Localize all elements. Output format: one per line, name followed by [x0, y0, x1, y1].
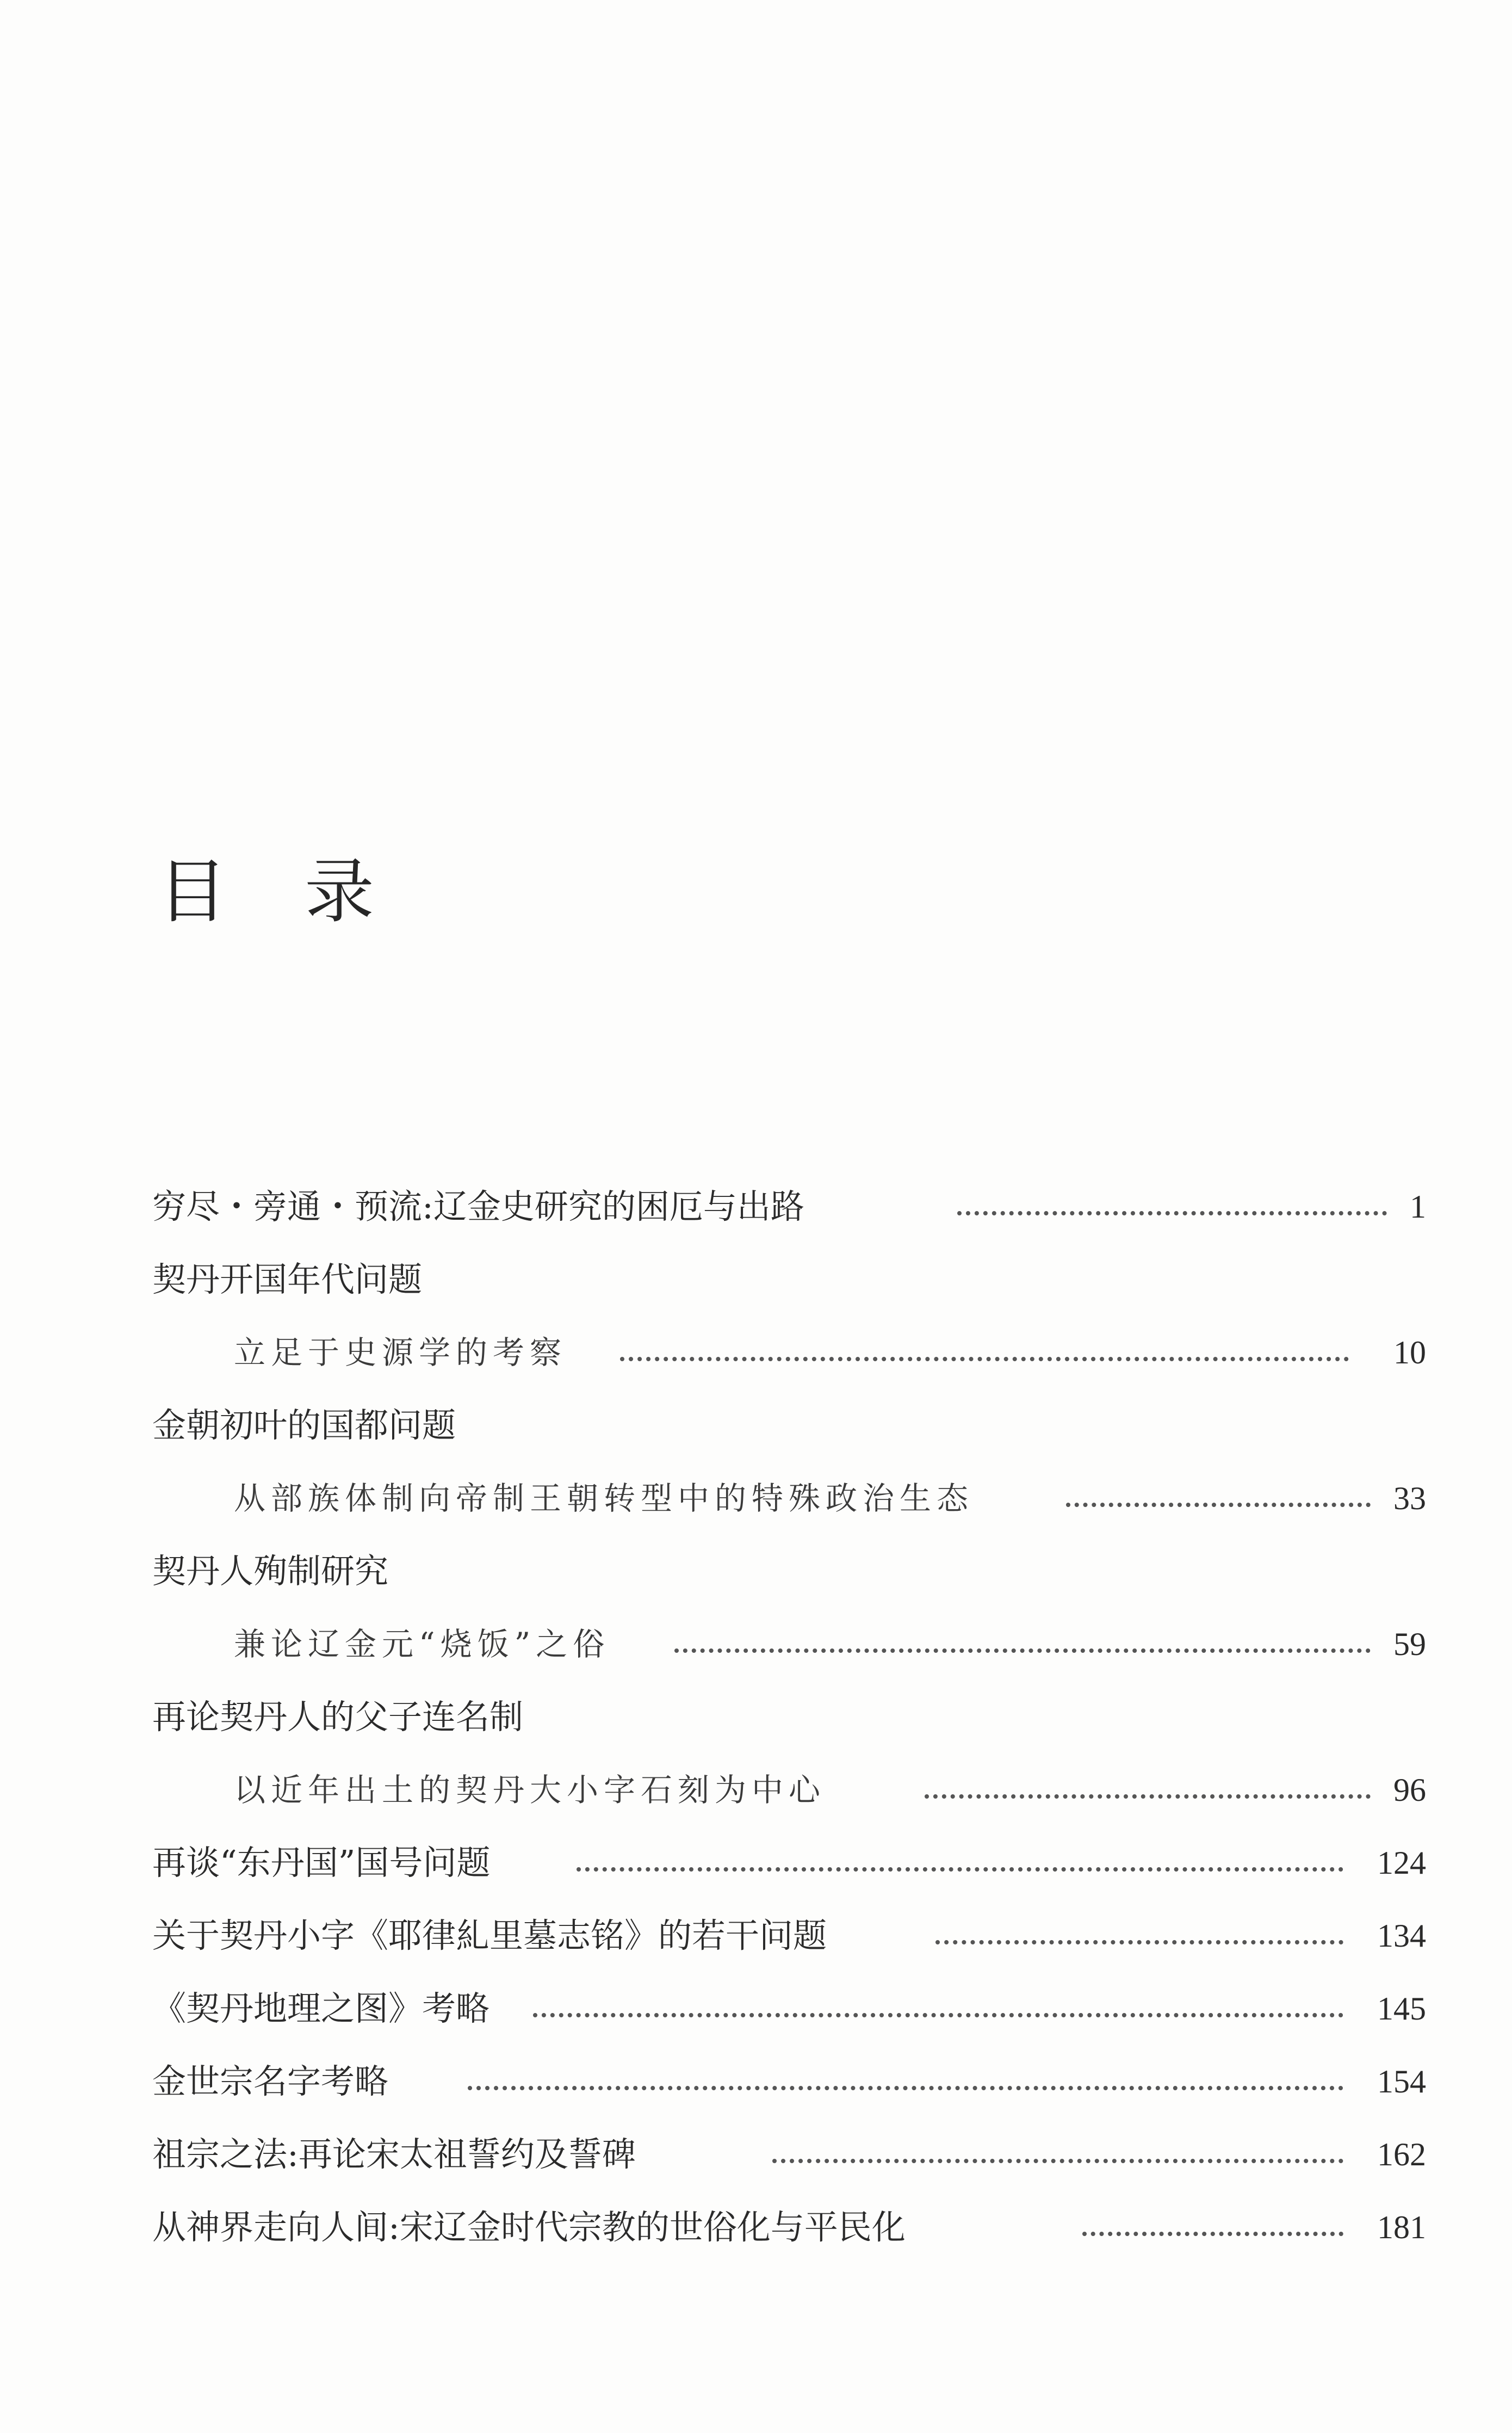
toc-entry[interactable] — [0, 1544, 1512, 1598]
toc-entry-title: 以近年出土的契丹大小字石刻为中心 — [234, 1771, 826, 1808]
toc-entry[interactable] — [0, 2127, 1512, 2182]
dot-leader — [533, 2013, 1343, 2017]
toc-entry-title: 《契丹地理之图》考略 — [152, 1989, 490, 2028]
toc-entry-page: 1 — [1410, 1189, 1426, 1225]
toc-entry[interactable] — [0, 2054, 1512, 2109]
toc-entry-title: 从部族体制向帝制王朝转型中的特殊政治生态 — [234, 1480, 974, 1517]
dot-leader — [577, 1867, 1343, 1872]
dot-leader — [620, 1357, 1349, 1361]
toc-entry-title: 金朝初叶的国都问题 — [152, 1405, 456, 1445]
page-title-char-2: 录 — [305, 851, 375, 933]
toc-entry-title: 兼论辽金元“烧饭”之俗 — [234, 1626, 610, 1663]
dot-leader — [674, 1648, 1371, 1653]
toc-entry-page: 10 — [1393, 1335, 1426, 1370]
toc-entry-page: 154 — [1377, 2064, 1426, 2099]
toc-entry-page: 33 — [1393, 1480, 1426, 1516]
toc-entry[interactable] — [0, 1398, 1512, 1453]
dot-leader — [772, 2159, 1343, 2163]
toc-entry-page: 124 — [1377, 1845, 1426, 1881]
dot-leader — [468, 2086, 1343, 2090]
toc-entry-page: 59 — [1393, 1626, 1426, 1662]
toc-entry-title: 契丹开国年代问题 — [152, 1259, 423, 1299]
toc-entry-subtitle[interactable] — [0, 1617, 1512, 1671]
toc-entry[interactable] — [0, 2200, 1512, 2255]
toc-entry-page: 181 — [1377, 2209, 1426, 2245]
page-title-char-1: 目 — [158, 851, 228, 933]
toc-entry[interactable] — [0, 1252, 1512, 1307]
toc-entry-title: 祖宗之法:再论宋太祖誓约及誓碑 — [152, 2134, 636, 2174]
dot-leader — [925, 1794, 1371, 1799]
toc-entry-title: 金世宗名字考略 — [152, 2061, 389, 2101]
toc-entry-page: 134 — [1377, 1918, 1426, 1954]
dot-leader — [957, 1211, 1387, 1215]
toc-entry-subtitle[interactable] — [0, 1471, 1512, 1526]
dot-leader — [935, 1940, 1343, 1944]
toc-entry-page: 145 — [1377, 1991, 1426, 2027]
dot-leader — [1082, 2232, 1343, 2236]
toc-entry-title: 再谈“东丹国”国号问题 — [152, 1843, 491, 1882]
toc-entry-title: 关于契丹小字《耶律糺里墓志铭》的若干问题 — [152, 1916, 827, 1955]
toc-entry[interactable] — [0, 1690, 1512, 1744]
toc-entry-title: 再论契丹人的父子连名制 — [152, 1697, 524, 1737]
toc-entry-page: 162 — [1377, 2136, 1426, 2172]
toc-entry-subtitle[interactable] — [0, 1325, 1512, 1380]
toc-entry-page: 96 — [1393, 1772, 1426, 1808]
toc-entry[interactable] — [0, 1180, 1512, 1234]
toc-entry-title: 从神界走向人间:宋辽金时代宗教的世俗化与平民化 — [152, 2207, 906, 2247]
toc-entry-title: 契丹人殉制研究 — [152, 1551, 389, 1591]
toc-entry-title: 穷尽・旁通・预流:辽金史研究的困厄与出路 — [152, 1187, 804, 1226]
toc-entry[interactable] — [0, 1981, 1512, 2036]
toc-entry-subtitle[interactable] — [0, 1763, 1512, 1817]
toc-entry[interactable] — [0, 1909, 1512, 1963]
toc-entry[interactable] — [0, 1836, 1512, 1890]
toc-entry-title: 立足于史源学的考察 — [234, 1334, 567, 1371]
dot-leader — [1066, 1503, 1371, 1507]
